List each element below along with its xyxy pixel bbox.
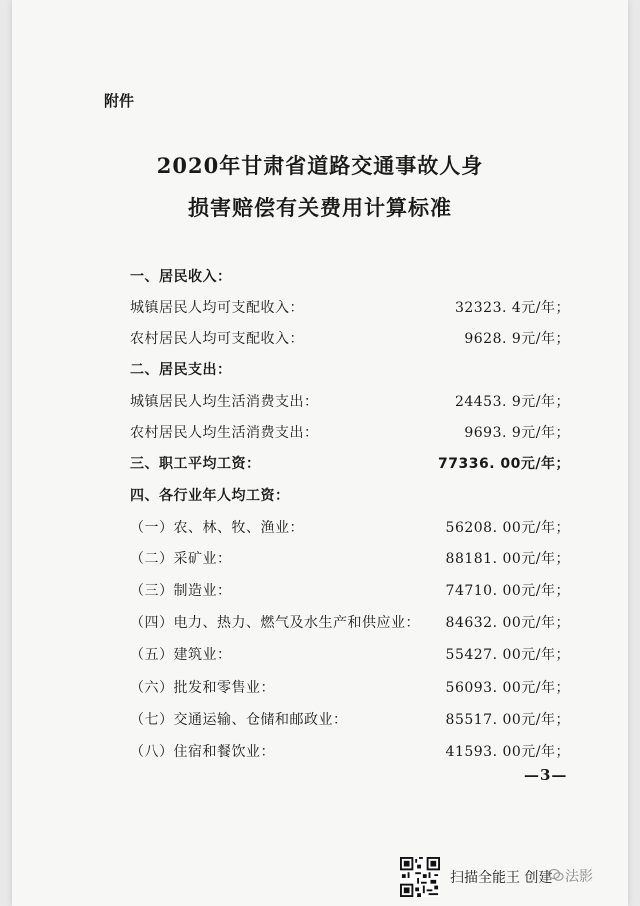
item-label: 农村居民人均生活消费支出： bbox=[130, 425, 319, 441]
attachment-label: 附件 bbox=[104, 92, 135, 110]
item-industry-accommodation bbox=[130, 741, 570, 765]
item-value: 88181. 00元/年； bbox=[445, 551, 570, 567]
item-value: 41593. 00元/年； bbox=[445, 744, 570, 760]
item-industry-transport bbox=[130, 709, 570, 733]
item-value: 9693. 9元/年； bbox=[464, 425, 570, 441]
item-urban-disposable-income bbox=[130, 297, 570, 321]
item-value: 55427. 00元/年； bbox=[445, 647, 570, 663]
section-resident-expenditure bbox=[130, 359, 570, 383]
wechat-watermark-icon bbox=[548, 867, 564, 883]
item-label: 城镇居民人均生活消费支出： bbox=[130, 394, 319, 410]
item-label: （五）建筑业： bbox=[130, 647, 232, 663]
item-value: 85517. 00元/年； bbox=[445, 712, 570, 728]
item-label: （八）住宿和餐饮业： bbox=[130, 744, 275, 760]
item-urban-consumption bbox=[130, 391, 570, 415]
document-title-line-2: 损害赔偿有关费用计算标准 bbox=[188, 195, 452, 220]
scanner-footer bbox=[0, 855, 640, 906]
item-industry-construction bbox=[130, 644, 570, 668]
section-resident-income bbox=[130, 266, 570, 290]
document-title-line-1: 2020年甘肃省道路交通事故人身 bbox=[156, 153, 484, 178]
item-value: 74710. 00元/年； bbox=[445, 583, 570, 599]
item-label: （四）电力、热力、燃气及水生产和供应业： bbox=[130, 615, 420, 631]
item-label: （三）制造业： bbox=[130, 583, 232, 599]
item-label: 四、各行业年人均工资： bbox=[130, 488, 290, 504]
qr-code-icon bbox=[400, 857, 440, 897]
item-industry-agriculture bbox=[130, 517, 570, 541]
item-value: 9628. 9元/年； bbox=[464, 331, 570, 347]
item-label: 城镇居民人均可支配收入： bbox=[130, 300, 304, 316]
item-value: 77336. 00元/年； bbox=[438, 456, 570, 472]
scanner-credit: 扫描全能王 创建 bbox=[450, 870, 553, 886]
watermark-text: 法影 bbox=[565, 869, 593, 885]
item-industry-wholesale-retail bbox=[130, 677, 570, 701]
item-label: 农村居民人均可支配收入： bbox=[130, 331, 304, 347]
item-label: （六）批发和零售业： bbox=[130, 680, 275, 696]
document-page bbox=[12, 0, 628, 906]
item-value: 32323. 4元/年； bbox=[454, 300, 570, 316]
item-value: 56208. 00元/年； bbox=[445, 520, 570, 536]
item-industry-manufacturing bbox=[130, 580, 570, 604]
item-industry-utilities bbox=[130, 612, 570, 636]
section-industry-wages bbox=[130, 485, 570, 509]
item-rural-consumption bbox=[130, 422, 570, 446]
item-value: 24453. 9元/年； bbox=[454, 394, 570, 410]
item-label: （一）农、林、牧、渔业： bbox=[130, 520, 304, 536]
item-label: （七）交通运输、仓储和邮政业： bbox=[130, 712, 348, 728]
item-industry-mining bbox=[130, 548, 570, 572]
page-number: —3— bbox=[524, 766, 568, 784]
item-label: 二、居民支出： bbox=[130, 362, 232, 378]
section-average-wage bbox=[130, 453, 570, 477]
item-label: 一、居民收入： bbox=[130, 269, 232, 285]
item-value: 84632. 00元/年； bbox=[445, 615, 570, 631]
item-label: （二）采矿业： bbox=[130, 551, 232, 567]
item-value: 56093. 00元/年； bbox=[445, 680, 570, 696]
item-rural-disposable-income bbox=[130, 328, 570, 352]
item-label: 三、职工平均工资： bbox=[130, 456, 261, 472]
